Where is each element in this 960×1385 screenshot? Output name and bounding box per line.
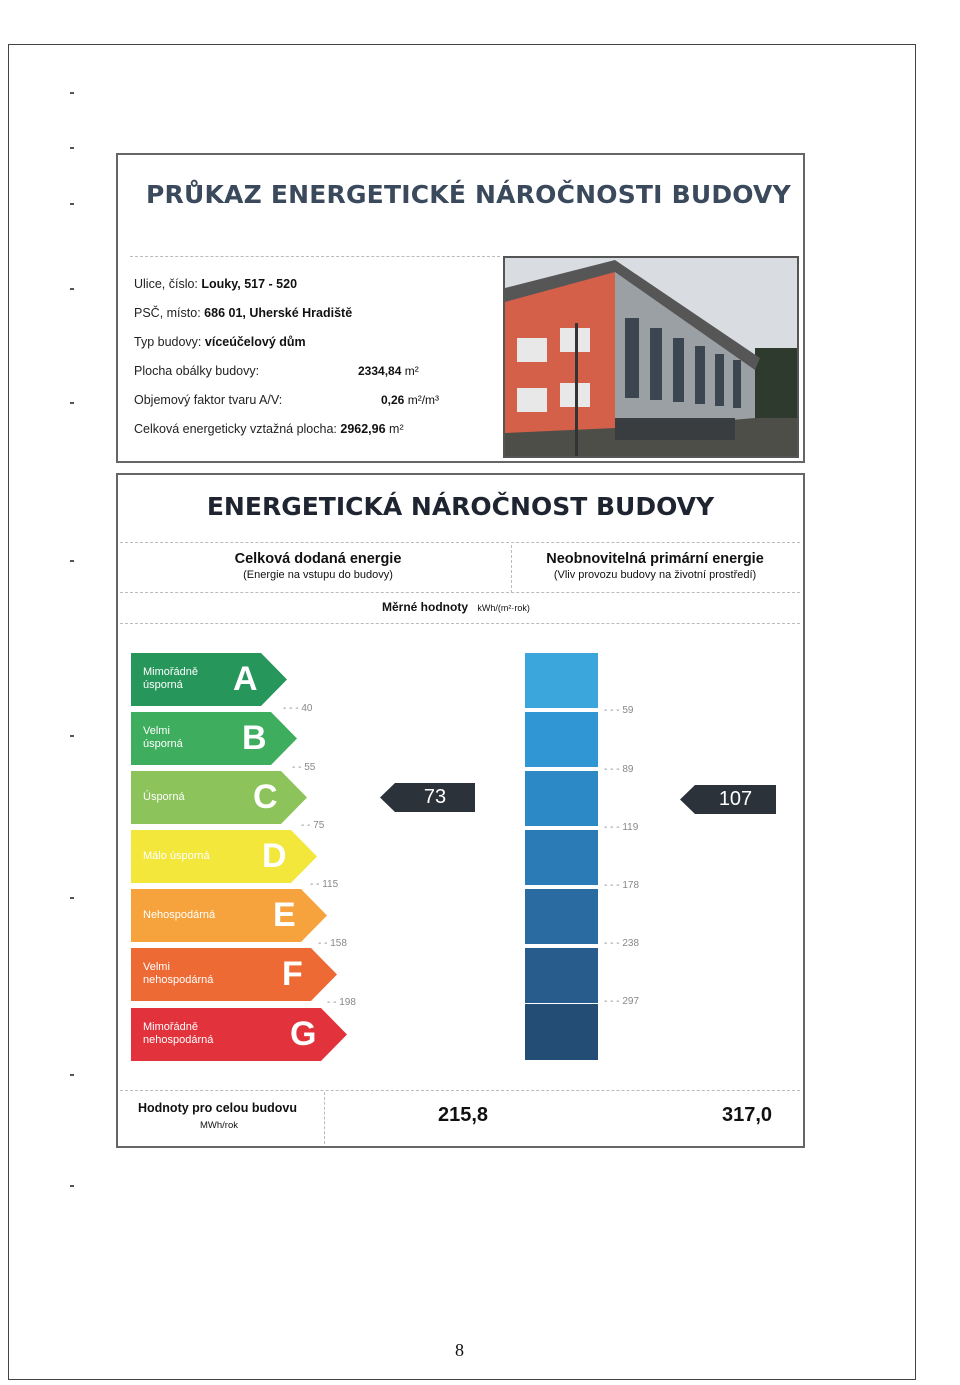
threshold-value: 238 (622, 938, 640, 949)
class-label: Velmi (143, 961, 170, 973)
type-row (134, 335, 306, 349)
margin-mark (70, 92, 74, 94)
threshold-value: 75 (313, 820, 325, 831)
threshold-right: - - - 297 (604, 996, 640, 1007)
class-label: Velmi (143, 725, 170, 737)
threshold-right: - - - 178 (604, 880, 640, 891)
divider (324, 1092, 325, 1144)
margin-mark (70, 147, 74, 149)
shape-value (381, 393, 439, 407)
street-label: Ulice, číslo: (134, 277, 198, 291)
col2-header (515, 551, 795, 581)
building-photo (503, 256, 799, 458)
shape-number: 0,26 (381, 393, 405, 407)
threshold-right: - - - 238 (604, 938, 640, 949)
col1-subtitle: (Energie na vstupu do budovy) (243, 569, 393, 581)
class-arrow-a (131, 653, 291, 706)
class-label: úsporná (143, 679, 183, 691)
threshold-value: 119 (622, 822, 639, 833)
totals-label: Hodnoty pro celou budovu (138, 1101, 298, 1115)
col1-marker (380, 783, 475, 812)
class-letter: G (290, 1015, 317, 1053)
class-label: Úsporná (143, 791, 185, 803)
threshold-left: - - 55 (292, 762, 316, 773)
bar-segment-c (525, 771, 598, 826)
envelope-unit: m² (404, 364, 419, 378)
threshold-left: - - - 40 (283, 703, 313, 714)
class-label: Mimořádně (143, 1021, 199, 1033)
street-value: Louky, 517 - 520 (201, 277, 298, 291)
threshold-value: 40 (301, 703, 313, 714)
psc-label: PSČ, místo: (134, 306, 201, 320)
page-number: 8 (455, 1340, 464, 1360)
col1-value: 73 (423, 786, 447, 808)
total-col2-value: 317,0 (722, 1104, 773, 1126)
class-label: nehospodárná (143, 1034, 214, 1046)
threshold-value: 55 (304, 762, 316, 773)
class-arrow-f (131, 948, 341, 1001)
threshold-right: - - - 89 (604, 764, 634, 775)
divider (120, 1090, 800, 1091)
divider (511, 545, 512, 593)
margin-mark (70, 1185, 74, 1187)
threshold-left: - - 198 (327, 997, 356, 1008)
threshold-value: 158 (330, 938, 347, 949)
class-letter: B (242, 719, 267, 757)
merne-hodnoty (382, 600, 530, 614)
area-row (134, 422, 404, 436)
page-title: PRŮKAZ ENERGETICKÉ NÁROČNOSTI BUDOVY (146, 180, 791, 209)
threshold-value: 59 (622, 705, 634, 716)
divider (120, 592, 800, 593)
envelope-number: 2334,84 (358, 364, 402, 378)
bar-segment-g (525, 1004, 598, 1060)
threshold-left: - - 75 (301, 820, 325, 831)
col1-header (170, 551, 466, 581)
class-label: nehospodárná (143, 974, 214, 986)
merne-label: Měrné hodnoty (382, 600, 468, 614)
type-label: Typ budovy: (134, 335, 202, 349)
building-photo-illustration (505, 258, 797, 456)
margin-mark (70, 735, 74, 737)
bar-segment-a (525, 653, 598, 708)
shape-label: Objemový faktor tvaru A/V: (134, 393, 283, 407)
margin-mark (70, 402, 74, 404)
threshold-value: 89 (622, 764, 634, 775)
col2-marker (680, 785, 776, 814)
col2-value: 107 (718, 788, 753, 810)
type-value: víceúčelový dům (204, 335, 306, 349)
class-letter: D (262, 837, 287, 875)
class-arrow-b (131, 712, 301, 765)
divider (130, 256, 500, 257)
class-arrow-g (131, 1008, 351, 1061)
class-label: Málo úsporná (143, 850, 210, 862)
envelope-value (358, 364, 419, 378)
divider (120, 623, 800, 624)
threshold-value: 297 (622, 996, 640, 1007)
threshold-value: 178 (622, 880, 640, 891)
class-arrow-d (131, 830, 321, 883)
threshold-left: - - 115 (310, 879, 339, 890)
threshold-value: 115 (322, 879, 339, 890)
area-label: Celková energeticky vztažná plocha: (134, 422, 337, 436)
class-letter: A (233, 660, 258, 698)
area-unit: m² (389, 422, 404, 436)
margin-mark (70, 203, 74, 205)
col2-subtitle: (Vliv provozu budovy na životní prostředí) (553, 569, 757, 581)
totals-unit: MWh/rok (200, 1120, 238, 1131)
margin-mark (70, 1074, 74, 1076)
class-label: Mimořádně (143, 666, 199, 678)
threshold-value: 198 (339, 997, 356, 1008)
bar-segment-e (525, 889, 598, 944)
class-letter: C (253, 778, 278, 816)
margin-mark (70, 288, 74, 290)
col1-title: Celková dodaná energie (234, 551, 402, 567)
class-letter: E (273, 896, 296, 934)
envelope-label: Plocha obálky budovy: (134, 364, 260, 378)
margin-mark (70, 897, 74, 899)
street-row (134, 277, 297, 291)
bar-segment-d (525, 830, 598, 885)
psc-row (134, 306, 352, 320)
margin-mark (70, 560, 74, 562)
class-arrow-c (131, 771, 311, 824)
psc-value: 686 01, Uherské Hradiště (204, 306, 353, 320)
merne-unit: kWh/(m²·rok) (477, 603, 530, 613)
bar-segment-b (525, 712, 598, 767)
col2-title: Neobnovitelná primární energie (546, 551, 764, 567)
rating-title: ENERGETICKÁ NÁROČNOST BUDOVY (206, 492, 715, 521)
threshold-left: - - 158 (318, 938, 347, 949)
total-col1-value: 215,8 (438, 1104, 489, 1126)
class-label: Nehospodárná (143, 909, 216, 921)
class-label: úsporná (143, 738, 183, 750)
threshold-right: - - - 119 (604, 822, 639, 833)
class-letter: F (282, 955, 303, 993)
bar-segment-f (525, 948, 598, 1003)
class-arrow-e (131, 889, 331, 942)
threshold-right: - - - 59 (604, 705, 634, 716)
area-value: 2962,96 (340, 422, 386, 436)
divider (120, 542, 800, 543)
shape-unit: m²/m³ (407, 393, 440, 407)
